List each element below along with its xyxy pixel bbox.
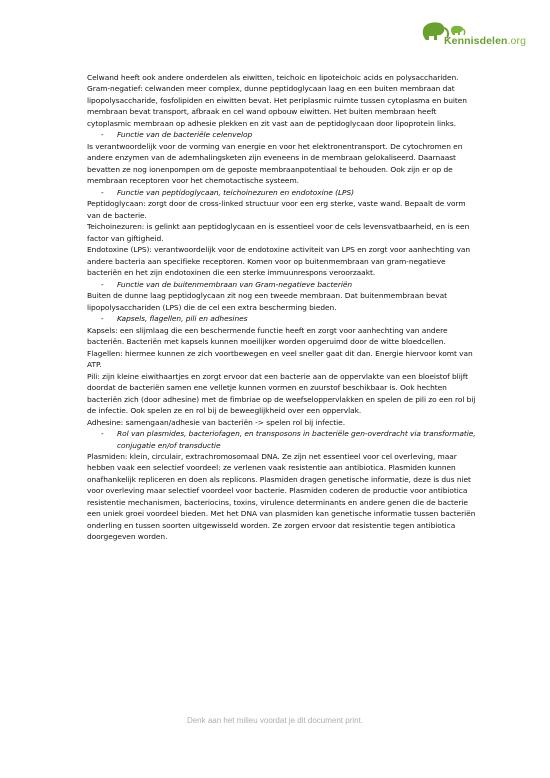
section-heading-bullet xyxy=(87,129,481,140)
logo-text xyxy=(444,35,526,47)
footer-notice: Denk aan het milieu voordat je dit document print. xyxy=(186,716,364,725)
logo-tld: .org xyxy=(507,35,527,47)
bullet-dash-icon: - xyxy=(101,187,104,197)
body-paragraph: Kapsels: een slijmlaag die een beschermende functie heeft en zorgt voor aanhechting van andere bacteriën. Bacteriën met kapsels kunnen moeilijker worden opgeruimd door de witte bloedcellen. xyxy=(87,325,448,347)
bullet-dash-icon: - xyxy=(101,429,104,439)
bullet-text: Kapsels, flagellen, pili en adhesines xyxy=(117,314,248,324)
bullet-text: Functie van de bacteriële celenvelop xyxy=(117,130,253,140)
body-paragraph: Celwand heeft ook andere onderdelen als eiwitten, teichoic en lipoteichoic acids en polysacchariden. xyxy=(87,73,459,82)
body-paragraph: Plasmiden: klein, circulair, extrachromosomaal DNA. Ze zijn net essentieel voor cel overleving, maar hebben vaak een selectief voordeel: ze verlenen vaak resistentie aan antibiotica. Plasmiden kunnen onafhankelijk repliceren en doen als replicons. Plasmiden dragen genetische informatie, deze is dus niet voor overleving maar selectief voordeel voor bacterie. Plasmiden coderen de productie voor antibiotica resistentie mechanismen, bacteriocins, toxins, virulence determinants en andere genen die de bacterie een uniek groei voordeel bieden. Met het DNA van plasmiden kan genetische informatie tussen bacteriën onderling en tussen soorten uitgewisseld worden. Ze zorgen ervoor dat resistentie tegen antibiotica doorgegeven worden. xyxy=(87,451,476,542)
bullet-dash-icon: - xyxy=(101,130,104,140)
bullet-text: Functie van de buitenmembraan van Gram-negatieve bacteriën xyxy=(117,279,353,289)
bullet-dash-icon: - xyxy=(101,314,104,324)
section-heading-bullet xyxy=(87,279,481,290)
logo-name: Kennisdelen xyxy=(444,35,508,47)
body-paragraph: Gram-negatief: celwanden meer complex, dunne peptidoglycaan laag en een buiten membraan dat lipopolysaccharide, fosfolipiden en eiwitten bevat. Het periplasmic ruimte tussen cytoplasma en buiten membraan bevat transport, afbraak en cel wand opbouw eiwitten. Het buiten membraan heeft cytoplasmic membraan op adhesie plekken en zit vast aan de peptidoglycaan door lipoprotein links. xyxy=(87,84,467,128)
section-heading-bullet xyxy=(87,313,481,324)
document-body xyxy=(87,72,481,543)
body-paragraph: Adhesine: samengaan/adhesie van bacteriën -> spelen rol bij infectie. xyxy=(87,417,346,427)
body-paragraph: Peptidoglycaan: zorgt door de cross-linked structuur voor een erg sterke, vaste wand. Bepaalt de vorm van de bacterie. xyxy=(87,199,466,220)
section-heading-bullet xyxy=(87,187,481,198)
kennisdelen-logo xyxy=(418,20,536,54)
bullet-dash-icon: - xyxy=(101,279,104,289)
bullet-text: Functie van peptidoglycaan, teichoinezuren en endotoxine (LPS) xyxy=(117,187,355,197)
body-paragraph: Is verantwoordelijk voor de vorming van energie en voor het elektronentransport. De cytochromen en andere enzymen van de ademhalingsketen zijn eveneens in de membraan gelokaliseerd. Daarnaast bevatten ze nog ionenpompen om de geposte membraanpotentiaal te behouden. Ook zijn er op de membraan receptoren voor het chemotactische systeem. xyxy=(87,141,463,186)
body-paragraph: Endotoxine (LPS): verantwoordelijk voor de endotoxine activiteit van LPS en zorgt voor aanhechting van andere bacteria aan specifieke receptoren. Komen voor op buitenmembraan van gram-negatieve bacteriën en het zijn endotoxinen die een sterke immuunrespons veroorzaakt. xyxy=(87,245,470,278)
bullet-text: Rol van plasmides, bacteriofagen, en transposons in bacteriële gen-overdracht via transformatie, conjugatie en/of transductie xyxy=(117,429,476,450)
body-paragraph: Flagellen: hiermee kunnen ze zich voortbewegen en veel sneller gaat dit dan. Energie hiervoor komt van ATP. xyxy=(87,348,473,370)
body-paragraph: Pili: zijn kleine eiwithaartjes en zorgt ervoor dat een bacterie aan de oppervlakte van een bloeistof blijft doordat de bacteriën samen ene velletje kunnen vormen en zuurstof beschikbaar is. Ook hechten bacteriën zich (door adhesine) met de fimbriae op de weefseloppervlakken en spelen de pili zo een rol bij de infectie. Ook spelen ze en rol bij de beweeglijkheid over een oppervlak. xyxy=(87,371,476,416)
body-paragraph: Buiten de dunne laag peptidoglycaan zit nog een tweede membraan. Dat buitenmembraan bevat lipopolysacchariden (LPS) die de cel een extra bescherming bieden. xyxy=(87,291,448,312)
body-paragraph: Teichoinezuren: is gelinkt aan peptidoglycaan en is essentieel voor de cels levensvatbaarheid, en is een factor van giftigheid. xyxy=(87,222,470,243)
section-heading-bullet xyxy=(87,428,481,451)
